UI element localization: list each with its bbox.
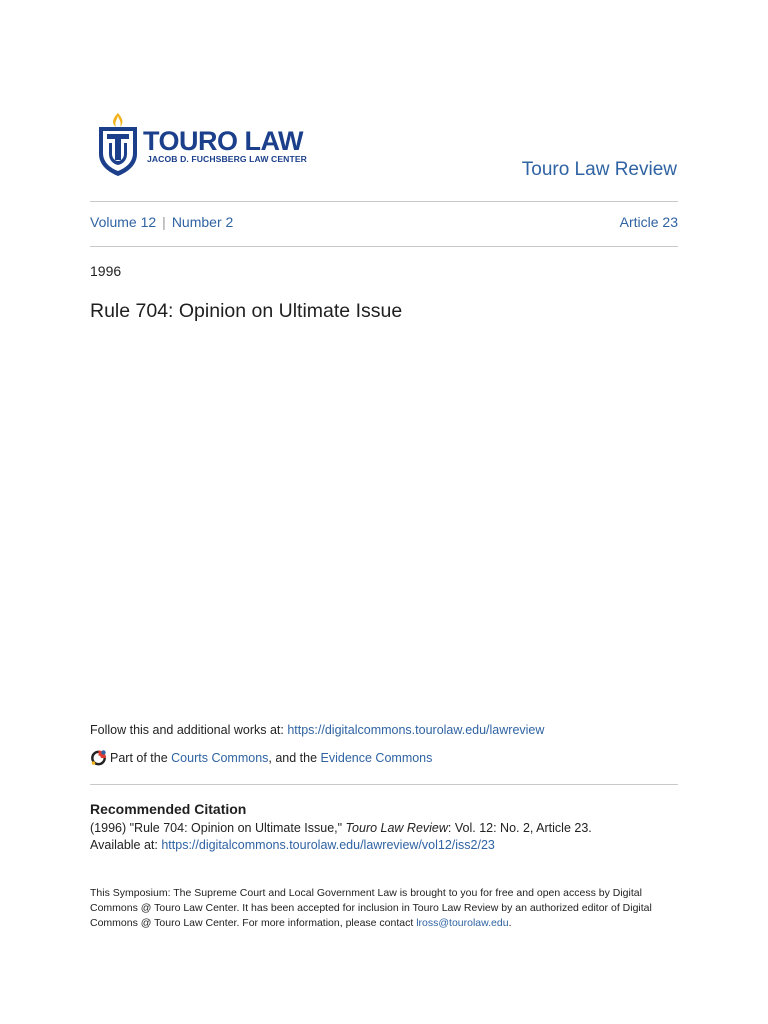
follow-prefix: Follow this and additional works at: xyxy=(90,723,288,737)
article-url-link[interactable]: https://digitalcommons.tourolaw.edu/lawreview/vol12/iss2/23 xyxy=(161,838,495,852)
logo-wordmark: TOURO LAW xyxy=(143,126,303,156)
shield-torch-icon xyxy=(97,110,139,176)
part-of-prefix: Part of the xyxy=(110,751,172,765)
publication-year: 1996 xyxy=(90,263,122,279)
citation-journal: Touro Law Review xyxy=(345,821,448,835)
part-of-middle: , and the xyxy=(268,751,321,765)
citation-url-line xyxy=(90,838,495,852)
follow-line xyxy=(90,723,544,737)
number-link[interactable]: Number 2 xyxy=(171,214,234,230)
divider-citation xyxy=(90,784,678,785)
available-at-label: Available at: xyxy=(90,838,162,852)
volume-link[interactable]: Volume 12 xyxy=(90,214,157,230)
access-statement-end: . xyxy=(508,917,512,929)
journal-link[interactable]: Touro Law Review xyxy=(521,159,677,180)
article-title: Rule 704: Opinion on Ultimate Issue xyxy=(90,300,403,322)
divider-top xyxy=(90,201,678,202)
touro-law-logo xyxy=(97,110,327,180)
access-statement xyxy=(90,886,670,931)
contact-email-link[interactable]: lross@tourolaw.edu xyxy=(416,917,509,929)
citation-prefix: (1996) "Rule 704: Opinion on Ultimate Issue," xyxy=(90,821,346,835)
citation-line xyxy=(90,821,592,835)
issue-breadcrumb xyxy=(90,214,678,230)
evidence-commons-link[interactable]: Evidence Commons xyxy=(320,751,433,765)
access-statement-text: This Symposium: The Supreme Court and Local Government Law is brought to you for free and open access by Digital Commons @ Touro Law Center. It has been accepted for inclusion in Touro Law Review by an authorized editor of Digital Commons @ Touro Law Center. For more information, please contact xyxy=(90,887,652,929)
divider-issue xyxy=(90,246,678,247)
commons-network-icon xyxy=(90,749,107,766)
article-link[interactable]: Article 23 xyxy=(619,214,678,230)
recommended-citation-heading: Recommended Citation xyxy=(90,801,247,817)
logo-subtitle: JACOB D. FUCHSBERG LAW CENTER xyxy=(147,154,307,164)
courts-commons-link[interactable]: Courts Commons xyxy=(171,751,269,765)
part-of-line xyxy=(90,749,432,766)
lawreview-url-link[interactable]: https://digitalcommons.tourolaw.edu/lawreview xyxy=(287,723,545,737)
breadcrumb-separator: | xyxy=(162,214,166,230)
citation-suffix: : Vol. 12: No. 2, Article 23. xyxy=(447,821,592,835)
